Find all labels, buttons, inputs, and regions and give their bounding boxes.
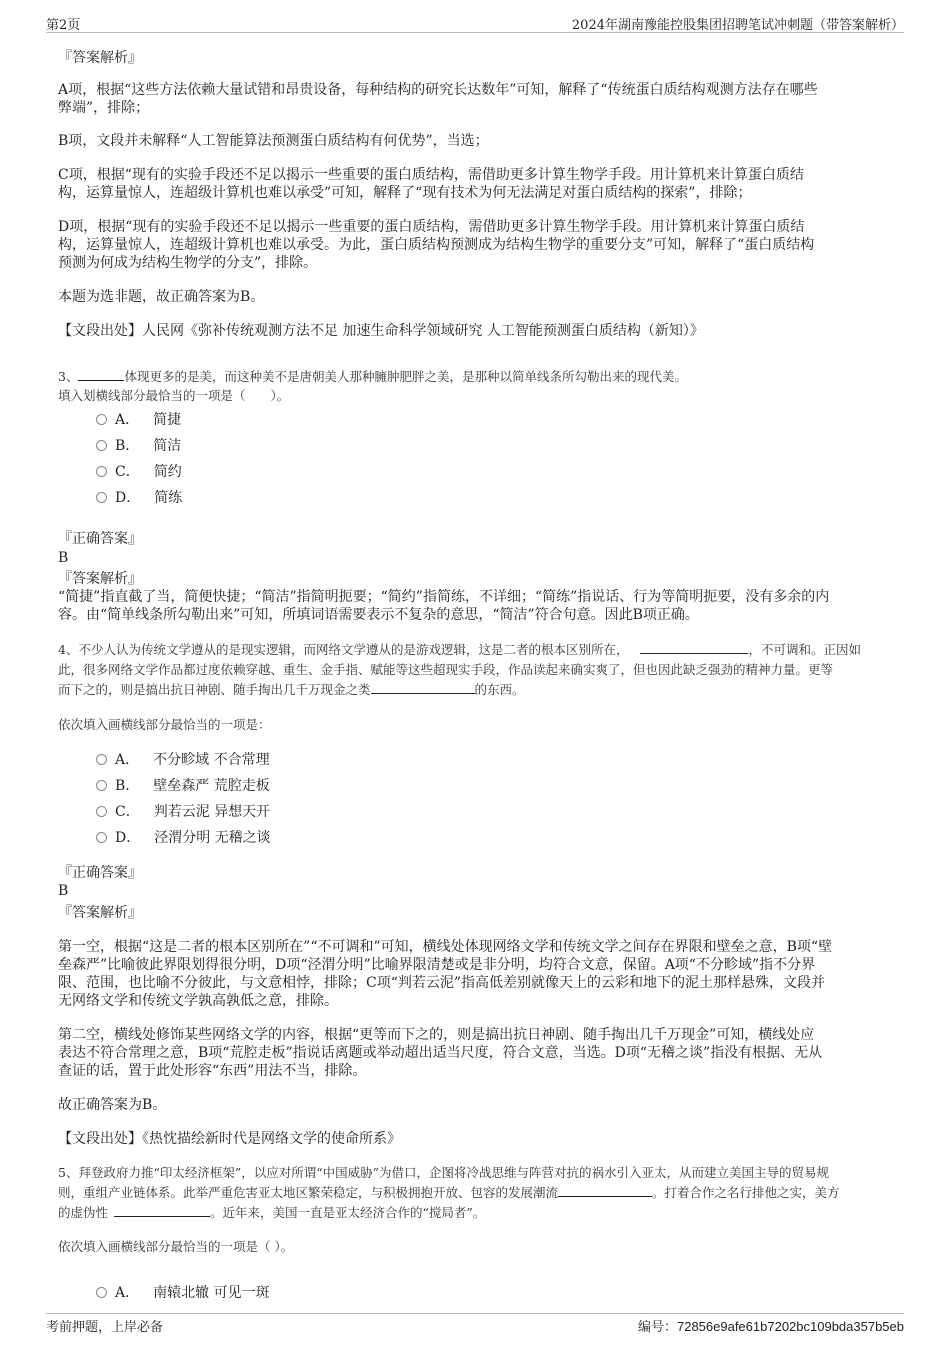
option-letter: B． [115, 438, 140, 454]
radio-icon[interactable] [96, 780, 107, 791]
q4-option-b[interactable] [96, 777, 270, 795]
radio-icon[interactable] [96, 414, 107, 425]
q5-stem-text: 。近年来，美国一直是亚太经济合作的“搅局者”。 [210, 1205, 486, 1220]
q4-stem-text: ，不可调和。正因如 [748, 642, 861, 657]
q5-option-a[interactable] [96, 1284, 270, 1302]
q4-stem-line2: 此，很多网络文学作品都过度依赖穿越、重生、金手指、赋能等这些超现实手段，作品读起来确实爽了，但也因此缺乏强劲的精神力量。更等 [58, 662, 834, 677]
q3-blank [78, 369, 124, 381]
q4-blank-1 [640, 642, 748, 654]
q4-analysis-p1-line2: 垒森严”比喻彼此界限划得很分明，D项“泾渭分明”比喻界限清楚或是非分明，均符合文意，保留。A项“不分畛域”指不分界 [58, 957, 816, 973]
q4-option-a[interactable] [96, 751, 270, 769]
q4-stem-text: 4、不少人认为传统文学遵从的是现实逻辑，而网络文学遵从的是游戏逻辑，这是二者的根本区别所在， [58, 642, 629, 657]
q3-analysis-line1: “简捷”指直截了当，简便快捷；“简洁”指简明扼要；“简约”指简练，不详细；“简练”指说话、行为等简明扼要，没有多余的内 [58, 589, 830, 605]
q2-source: 【文段出处】人民网《弥补传统观测方法不足 加速生命科学领域研究 人工智能预测蛋白质结构（新知）》 [58, 323, 704, 339]
q3-prompt: 填入划横线部分最恰当的一项是（ ）。 [58, 388, 290, 403]
option-letter: A． [115, 412, 140, 428]
q2-analysis-c-line1: C项，根据“现有的实验手段还不足以揭示一些重要的蛋白质结构，需借助更多计算生物学手段。用计算机来计算蛋白质结 [58, 167, 804, 183]
radio-icon[interactable] [96, 832, 107, 843]
q4-stem-line1 [58, 640, 861, 660]
q2-analysis-d-line3: 预测为何成为结构生物学的分支”，排除。 [58, 255, 318, 271]
q5-stem-line1: 5、拜登政府力推“印太经济框架”，以应对所谓“中国威胁”为借口，企图将冷战思维与阵营对抗的祸水引入亚太，从而建立美国主导的贸易规 [58, 1165, 830, 1180]
q2-analysis-d-line2: 构，运算量惊人，连超级计算机也难以承受。为此，蛋白质结构预测成为结构生物学的重要分支”可知，解释了“蛋白质结构 [58, 237, 815, 253]
radio-icon[interactable] [96, 1287, 107, 1298]
q2-analysis-label: 『答案解析』 [58, 50, 142, 66]
page-footer [46, 1313, 904, 1334]
q2-analysis-c-line2: 构，运算量惊人，连超级计算机也难以承受”可知，解释了“现有技术为何无法满足对蛋白质结构的探索”，排除； [58, 185, 752, 201]
q4-answer: B [58, 883, 69, 899]
radio-icon[interactable] [96, 440, 107, 451]
q4-analysis-p2-line3: 查证的话，置于此处形容“东西”用法不当，排除。 [58, 1063, 367, 1079]
q4-source: 【文段出处】《热忱描绘新时代是网络文学的使命所系》 [58, 1131, 401, 1147]
document-title: 2024年湖南豫能控股集团招聘笔试冲刺题（带答案解析） [571, 18, 904, 33]
q4-prompt: 依次填入画横线部分最恰当的一项是： [58, 717, 271, 732]
radio-icon[interactable] [96, 492, 107, 503]
page-header [46, 14, 904, 33]
q3-analysis-label: 『答案解析』 [58, 571, 142, 587]
q5-stem-text: 则，重组产业链体系。此举严重危害亚太地区繁荣稳定，与积极拥抱开放、包容的发展潮流 [58, 1185, 559, 1200]
radio-icon[interactable] [96, 466, 107, 477]
page-number: 第2页 [46, 18, 81, 33]
option-text: 泾渭分明 无稽之谈 [154, 830, 271, 846]
q3-option-a[interactable] [96, 411, 181, 429]
q5-prompt: 依次填入画横线部分最恰当的一项是（ ）。 [58, 1239, 294, 1254]
q3-option-b[interactable] [96, 437, 181, 455]
option-text: 简约 [153, 464, 182, 480]
option-letter: A． [115, 1285, 140, 1301]
q4-analysis-p2-line2: 表达不符合常理之意，B项“荒腔走板”指说话离题或举动超出适当尺度，符合文意，当选。D项“无稽之谈”指没有根据、无从 [58, 1045, 823, 1061]
q5-stem-text: 。打着合作之名行排他之实，美方 [652, 1185, 840, 1200]
q4-analysis-p2-line1: 第二空，横线处修饰某些网络文学的内容，根据“更等而下之的，则是搞出抗日神剧、随手掏出几千万现金”可知，横线处应 [58, 1027, 815, 1043]
option-letter: A． [115, 752, 140, 768]
q4-conclusion: 故正确答案为B。 [58, 1097, 167, 1113]
option-text: 判若云泥 异想天开 [153, 804, 271, 820]
q5-blank-1 [558, 1185, 652, 1197]
q5-blank-2 [114, 1205, 210, 1217]
q4-analysis-p1-line4: 无网络文学和传统文学孰高孰低之意，排除。 [58, 993, 338, 1009]
radio-icon[interactable] [96, 806, 107, 817]
option-text: 简捷 [153, 412, 182, 428]
q4-analysis-p1-line1: 第一空，根据“这是二者的根本区别所在”“不可调和”可知，横线处体现网络文学和传统文学之间存在界限和壁垒之意，B项“壁 [58, 939, 833, 955]
option-text: 南辕北辙 可见一斑 [153, 1285, 270, 1301]
q4-stem-line3 [58, 680, 525, 700]
q3-option-d[interactable] [96, 489, 182, 507]
q2-analysis-d-line1: D项，根据“现有的实验手段还不足以揭示一些重要的蛋白质结构，需借助更多计算生物学手段。用计算机来计算蛋白质结 [58, 219, 805, 235]
q4-stem-text: 的东西。 [474, 682, 525, 697]
q4-option-d[interactable] [96, 829, 271, 847]
q2-conclusion: 本题为选非题，故正确答案为B。 [58, 289, 265, 305]
q2-analysis-a-line2: 弊端”，排除； [58, 100, 150, 116]
q5-stem-line2 [58, 1183, 840, 1203]
option-letter: D． [115, 490, 141, 506]
q3-stem [58, 367, 687, 387]
q4-blank-2 [371, 682, 475, 694]
q4-analysis-label: 『答案解析』 [58, 905, 142, 921]
radio-icon[interactable] [96, 754, 107, 765]
option-text: 壁垒森严 荒腔走板 [153, 778, 270, 794]
q3-number: 3、 [58, 369, 79, 384]
q5-stem-line3 [58, 1203, 485, 1223]
footer-slogan: 考前押题，上岸必备 [46, 1320, 164, 1335]
q4-stem-text: 而下之的，则是搞出抗日神剧、随手掏出几千万现金之类 [58, 682, 371, 697]
q4-answer-label: 『正确答案』 [58, 865, 142, 881]
option-letter: C． [115, 804, 140, 820]
option-letter: B． [115, 778, 140, 794]
option-text: 不分畛域 不合常理 [153, 752, 270, 768]
option-text: 简练 [154, 490, 183, 506]
q2-analysis-b-line1: B项，文段并未解释“人工智能算法预测蛋白质结构有何优势”，当选； [58, 133, 489, 149]
q5-stem-text: 的虚伪性 [58, 1205, 109, 1220]
q4-option-c[interactable] [96, 803, 270, 821]
q3-answer-label: 『正确答案』 [58, 531, 142, 547]
q3-option-c[interactable] [96, 463, 182, 481]
q3-stem-text: 体现更多的是美，而这种美不是唐朝美人那种臃肿肥胖之美，是那种以简单线条所勾勒出来的现代美。 [124, 369, 687, 384]
document-id: 编号：72856e9afe61b7202bc109bda357b5eb [637, 1319, 904, 1334]
q4-analysis-p1-line3: 限、范围，也比喻不分彼此，与文意相悖，排除；C项“判若云泥”指高低差别就像天上的云彩和地下的泥土那样悬殊，文段并 [58, 975, 826, 991]
option-letter: C． [115, 464, 140, 480]
q3-analysis-line2: 容。由“简单线条所勾勒出来”可知，所填词语需要表示不复杂的意思，“简洁”符合句意。因此B项正确。 [58, 607, 699, 623]
option-letter: D． [115, 830, 141, 846]
option-text: 简洁 [153, 438, 182, 454]
q3-answer: B [58, 550, 69, 566]
q2-analysis-a-line1: A项，根据“这些方法依赖大量试错和昂贵设备，每种结构的研究长达数年”可知，解释了“传统蛋白质结构观测方法存在哪些 [58, 82, 818, 98]
